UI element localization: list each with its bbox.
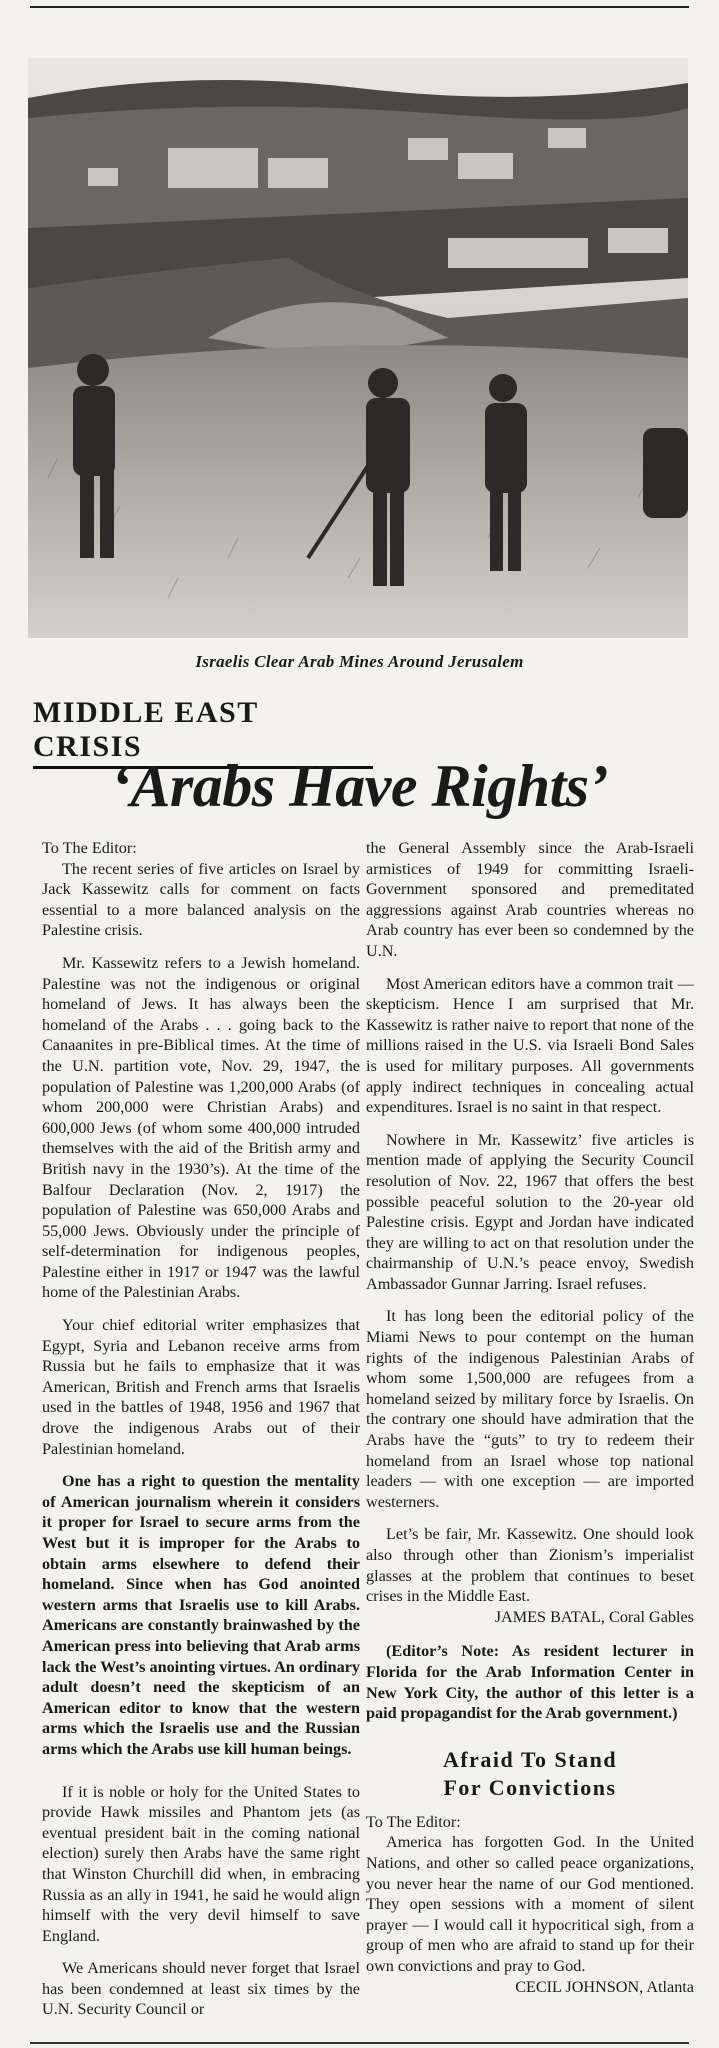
letter2-salutation: To The Editor:	[366, 1812, 461, 1831]
letter1-paragraph: Mr. Kassewitz refers to a Jewish homeland. Palestine was not the indigenous or original homeland of Jews. It has always been the homeland of the Arabs . . . going back to the Canaanites in pre-Biblical times. At the time of the U.N. partition vote, Nov. 29, 1947, the population of Palestine was 1,200,000 Arabs (of whom 200,000 were Christian Arabs) and 600,000 Jews (of whom some 400,000 intruded themselves with the aid of the British army and British navy in the 1930’s). At the time of the Balfour Declaration (Nov. 2, 1917) the population of Palestine was 650,000 Arabs and 55,000 Jews. Obviously under the principle of self-determination for indigenous peoples, Palestine either in 1917 or 1947 was the lawful home of the Palestinian Arabs.	[42, 953, 360, 1302]
letter1-paragraph: Most American editors have a common trait — skepticism. Hence I am surprised that Mr. Kassewitz is rather naive to report that none of the millions raised in the U.S. via Israeli Bond Sales is used for military purposes. All governments apply indirect techniques in concealing actual expenditures. Israel is no saint in that respect.	[366, 974, 694, 1117]
news-photo	[28, 58, 688, 638]
letter1-paragraph: Nowhere in Mr. Kassewitz’ five articles is mention made of applying the Security Council resolution of Nov. 22, 1967 that offers the best possible peaceful solution to the 20-year old Palestine crisis. Egypt and Jordan have indicated they are willing to act on that resolution under the chairmanship of U.N.’s peace envoy, Swedish Ambassador Gunnar Jarring. Israel refuses.	[366, 1130, 694, 1293]
letter1-paragraph: It has long been the editorial policy of the Miami News to pour contempt on the human rights of the indigenous Palestinian Arabs of whom some 1,500,000 are refugees from a homeland seized by military force by Israelis. On the contrary one should have admiration that the Arabs have the “guts” to try to redeem their homeland from an Israel whose top national leaders — with one exception — are imported westerners.	[366, 1307, 694, 1511]
letter1-salutation: To The Editor:	[42, 839, 137, 857]
editor-note: (Editor’s Note: As resident lecturer in Florida for the Arab Information Center in New York City, the author of this letter is a paid propagandist for the Arab government.)	[366, 1642, 694, 1723]
letter1-paragraph: the General Assembly since the Arab-Israeli armistices of 1949 for committing Israeli-Government sponsored and premeditated aggressions against Arab countries whereas no Arab country has ever been so condemned by the U.N.	[366, 839, 694, 960]
letter2-signature: CECIL JOHNSON, Atlanta	[515, 1977, 694, 1996]
headline: ‘Arabs Have Rights’	[110, 753, 609, 819]
letter1-paragraph: One has a right to question the mentality of American journalism wherein it considers it proper for Israel to secure arms from the West but it is improper for the Arabs to obtain arms elsewhere to defend their homeland. Since when has God anointed western arms that Israelis use to kill Arabs. Americans are constantly brainwashed by the American press into believing that Arab arms lack the West’s anointing virtues. An ordinary adult doesn’t need the skepticism of an American editor to know that the western arms which the Israelis use and the Russian arms which the Arabs use kill human beings.	[42, 1472, 360, 1758]
letter1-paragraph: Your chief editorial writer emphasizes that Egypt, Syria and Lebanon receive arms from Russia but he fails to emphasize that it was American, British and French arms that Israelis used in the battles of 1948, 1956 and 1967 that drove the indigenous Arabs out of their Palestinian homeland.	[42, 1316, 360, 1458]
top-rule	[30, 6, 689, 8]
letter1-signature: JAMES BATAL, Coral Gables	[494, 1607, 694, 1626]
left-column	[42, 838, 360, 2020]
letter2-paragraph: America has forgotten God. In the United Nations, and other so called peace organizations, you never hear the name of our God mentioned. They open sessions with a moment of silent prayer — I would call it hypocritical sigh, from a group of men who are afraid to stand up for their own convictions and pray to God.	[366, 1833, 694, 1975]
right-column	[366, 838, 694, 1997]
letter2-title-line: Afraid To Stand	[442, 1746, 618, 1772]
section-title: MIDDLE EAST CRISIS	[33, 696, 373, 769]
letter1-paragraph: We Americans should never forget that Israel has been condemned at least six times by the U.N. Security Council or	[42, 1959, 360, 2019]
letter2-title	[366, 1746, 694, 1802]
bottom-rule	[30, 2042, 689, 2044]
photo-caption: Israelis Clear Arab Mines Around Jerusalem	[195, 652, 524, 671]
photo-illustration	[28, 58, 688, 638]
letter2-title-line: For Convictions	[443, 1774, 617, 1800]
letter1-paragraph: Let’s be fair, Mr. Kassewitz. One should look also through other than Zionism’s imperialist glasses at the problem that continues to beset crises in the Middle East.	[366, 1525, 694, 1606]
letter1-paragraph: If it is noble or holy for the United States to provide Hawk missiles and Phantom jets (as eventual president bait in the coming national election) surely then Arabs have the same right that Winston Churchill did when, in embracing Russia as an ally in 1941, he said he would align himself with the very devil himself to save England.	[42, 1782, 360, 1945]
letter1-paragraph: The recent series of five articles on Israel by Jack Kassewitz calls for comment on facts essential to a more balanced analysis on the Palestine crisis.	[42, 859, 360, 940]
